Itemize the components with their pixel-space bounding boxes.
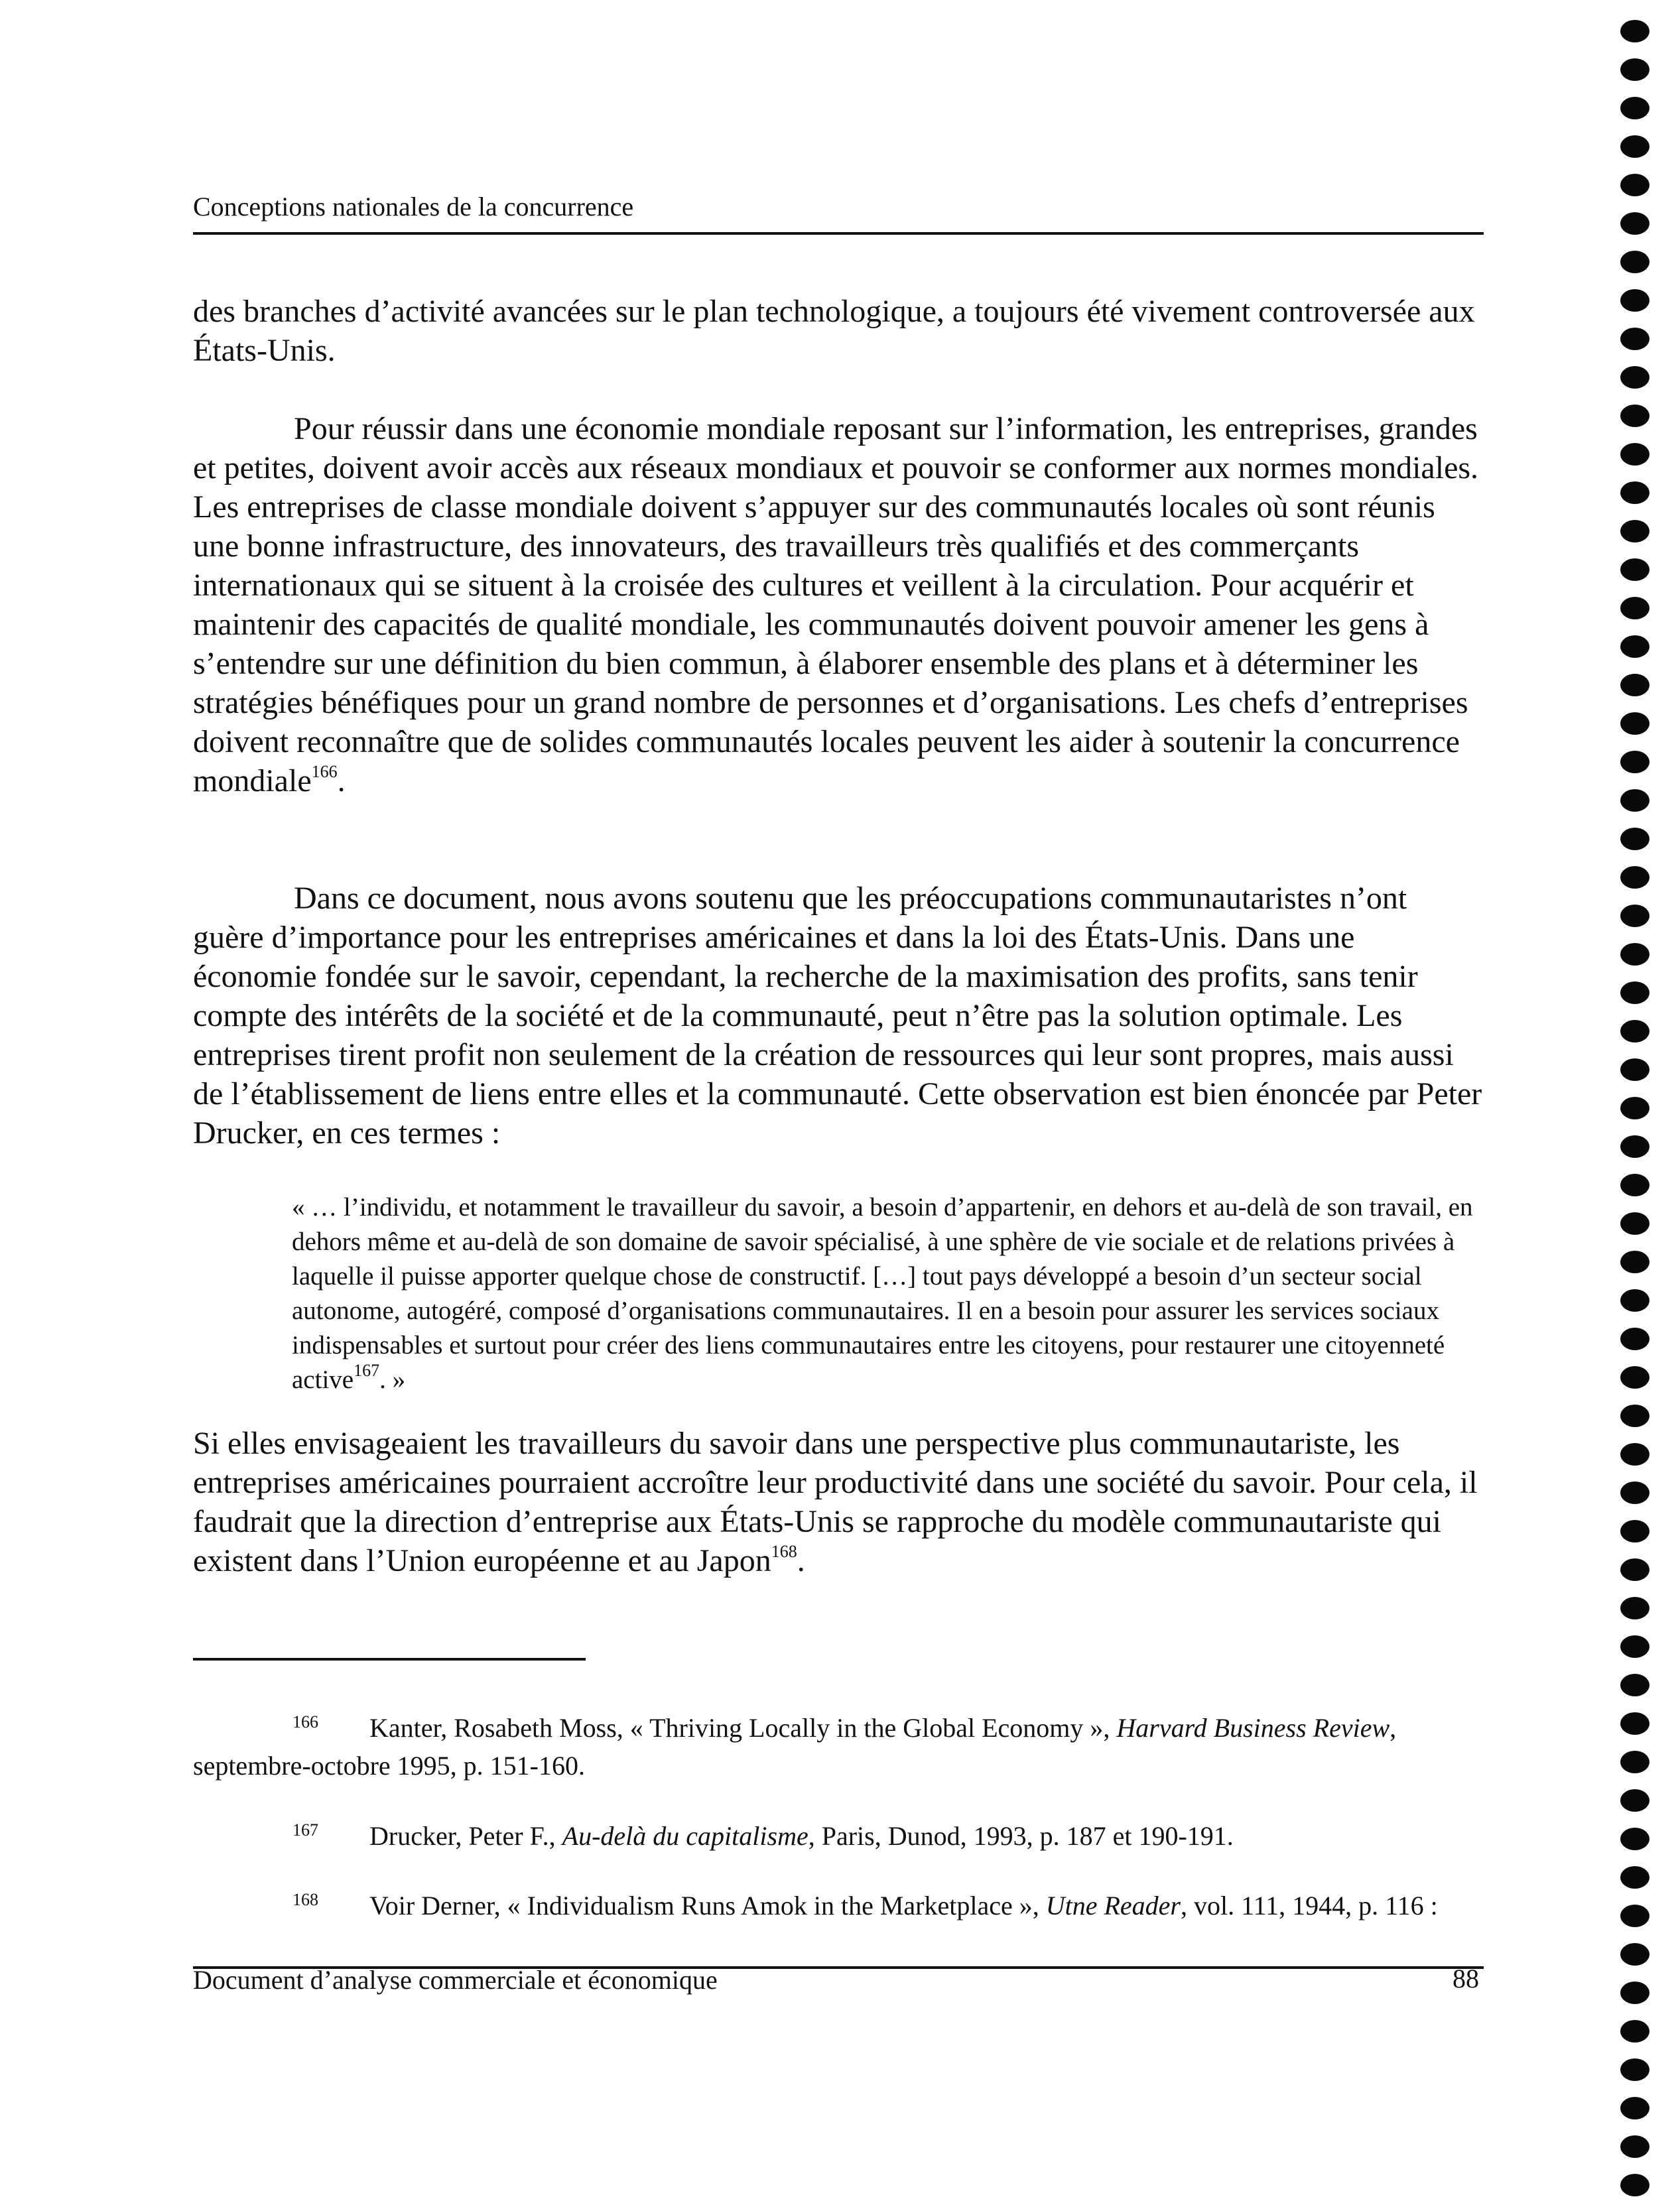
binding-hole — [1620, 828, 1649, 850]
binding-hole — [1620, 2020, 1649, 2043]
binding-hole — [1620, 1212, 1649, 1235]
binding-hole — [1620, 866, 1649, 889]
paragraph-4-end: . — [797, 1543, 805, 1578]
binding-hole — [1620, 20, 1649, 42]
binding-hole — [1620, 174, 1649, 196]
binding-hole — [1620, 289, 1649, 312]
paragraph-2 — [193, 409, 1484, 800]
binding-hole — [1620, 674, 1649, 696]
binding-hole — [1620, 405, 1649, 427]
footnote-text: Kanter, Rosabeth Moss, « Thriving Locally in the Global Economy », — [369, 1713, 1117, 1743]
footnote-ref-166[interactable]: 166 — [311, 762, 338, 781]
footnote-text: Voir Derner, « Individualism Runs Amok in the Marketplace », — [369, 1891, 1046, 1921]
binding-hole — [1620, 2058, 1649, 2081]
footnote-168 — [193, 1860, 1484, 1951]
binding-hole — [1620, 597, 1649, 619]
page-number: 88 — [1453, 1964, 1479, 1993]
footnote-title: Au-delà du capitalisme — [562, 1821, 808, 1851]
binding-hole — [1620, 751, 1649, 773]
binding-hole — [1620, 1905, 1649, 1927]
binding-hole — [1620, 789, 1649, 812]
quote-text: « … l’individu, et notamment le travailleur du savoir, a besoin d’appartenir, en dehors et au-delà de son travail, en dehors même et au-delà de son domaine de savoir spécialisé, à une sphère de vie sociale et de relations privées à laquelle il puisse apporter quelque chose de constructif. […] tout pays développé a besoin d’un secteur social autonome, autogéré, composé d’organisations communautaires. Il en a besoin pour assurer les services sociaux indispensables et surtout pour créer des liens communautaires entre les citoyens, pour restaurer une citoyenneté active — [292, 1193, 1473, 1394]
footnote-number: 168 — [292, 1890, 318, 1909]
binding-hole — [1620, 481, 1649, 504]
binding-hole — [1620, 1635, 1649, 1658]
paragraph-3-text: Dans ce document, nous avons soutenu que les préoccupations communautaristes n’ont guère d’importance pour les entreprises américaines et dans la loi des États-Unis. Dans une économie fondée sur le savoir, cependant, la recherche de la maximisation des profits, sans tenir compte des intérêts de la société et de la communauté, peut n’être pas la solution optimale. Les entreprises tirent profit non seulement de la création de ressources qui leur sont propres, mais aussi de l’établissement de liens entre elles et la communauté. Cette observation est bien énoncée par Peter Drucker, en ces termes : — [193, 881, 1482, 1151]
binding-hole — [1620, 1481, 1649, 1504]
binding-hole — [1620, 1558, 1649, 1581]
paragraph-2-text: Pour réussir dans une économie mondiale reposant sur l’information, les entreprises, grandes et petites, doivent avoir accès aux réseaux mondiaux et pouvoir se conformer aux normes mondiales. Les entreprises de classe mondiale doivent s’appuyer sur des communautés locales où sont réunis une bonne infrastructure, des innovateurs, des travailleurs très qualifiés et des commerçants internationaux qui se situent à la croisée des cultures et veillent à la circulation. Pour acquérir et maintenir des capacités de qualité mondiale, les communautés doivent pouvoir amener les gens à s’entendre sur une définition du bien commun, à élaborer ensemble des plans et à déterminer les stratégies bénéfiques pour un grand nombre de personnes et d’organisations. Les chefs d’entreprises doivent reconnaître que de solides communautés locales peuvent les aider à soutenir la concurrence mondiale — [193, 411, 1479, 798]
header-divider — [193, 232, 1484, 235]
binding-hole — [1620, 1982, 1649, 2004]
binding-hole — [1620, 1289, 1649, 1312]
footnote-text: Drucker, Peter F., — [369, 1821, 562, 1851]
binding-hole — [1620, 1828, 1649, 1850]
binding-hole — [1620, 905, 1649, 927]
binding-hole — [1620, 58, 1649, 81]
binding-hole — [1620, 1135, 1649, 1158]
paragraph-1 — [193, 292, 1484, 370]
footnote-number: 167 — [292, 1820, 318, 1840]
footnote-title: Harvard Business Review — [1116, 1713, 1390, 1743]
footnote-title: Utne Reader — [1045, 1891, 1181, 1921]
binding-hole — [1620, 2135, 1649, 2158]
binding-hole — [1620, 1674, 1649, 1696]
block-quote — [292, 1190, 1486, 1397]
binding-hole — [1620, 212, 1649, 235]
footnote-separator — [193, 1658, 586, 1661]
paragraph-4 — [193, 1424, 1484, 1580]
binding-hole — [1620, 943, 1649, 966]
binding-hole — [1620, 2174, 1649, 2196]
binding-hole — [1620, 1866, 1649, 1889]
binding-hole — [1620, 1058, 1649, 1081]
binding-hole — [1620, 1712, 1649, 1735]
binding-hole — [1620, 443, 1649, 466]
binding-hole — [1620, 558, 1649, 581]
binding-hole — [1620, 1520, 1649, 1543]
binding-hole — [1620, 1328, 1649, 1350]
spiral-binding-holes — [1620, 0, 1660, 2205]
footnote-text-after: , vol. 111, 1944, p. 116 : — [1180, 1891, 1438, 1921]
binding-hole — [1620, 635, 1649, 658]
binding-hole — [1620, 135, 1649, 158]
paragraph-3 — [193, 879, 1484, 1153]
footnote-text-after: , Paris, Dunod, 1993, p. 187 et 190-191. — [808, 1821, 1234, 1851]
binding-hole — [1620, 1020, 1649, 1042]
footnote-ref-167[interactable]: 167 — [354, 1361, 380, 1380]
binding-hole — [1620, 97, 1649, 119]
binding-hole — [1620, 1174, 1649, 1196]
quote-end: . » — [379, 1365, 406, 1394]
paragraph-1-text: des branches d’activité avancées sur le plan technologique, a toujours été vivement controversée aux États-Unis. — [193, 294, 1475, 368]
binding-hole — [1620, 1405, 1649, 1427]
binding-hole — [1620, 1943, 1649, 1966]
binding-hole — [1620, 328, 1649, 350]
binding-hole — [1620, 1443, 1649, 1466]
paragraph-2-end: . — [337, 763, 346, 798]
footnote-ref-168[interactable]: 168 — [771, 1542, 797, 1561]
binding-hole — [1620, 1597, 1649, 1619]
running-header: Conceptions nationales de la concurrence — [193, 192, 634, 221]
binding-hole — [1620, 520, 1649, 542]
binding-hole — [1620, 981, 1649, 1004]
footnote-text-after: , septembre-octobre 1995, p. 151-160. — [193, 1713, 1397, 1781]
binding-hole — [1620, 1366, 1649, 1389]
binding-hole — [1620, 251, 1649, 273]
binding-hole — [1620, 1097, 1649, 1119]
binding-hole — [1620, 1789, 1649, 1812]
paragraph-4-text: Si elles envisageaient les travailleurs du savoir dans une perspective plus communautariste, les entreprises américaines pourraient accroître leur productivité dans une société du savoir. Pour cela, il faudrait que la direction d’entreprise aux États-Unis se rapproche du modèle communautariste qui existent dans l’Union européenne et au Japon — [193, 1426, 1478, 1578]
binding-hole — [1620, 712, 1649, 735]
binding-hole — [1620, 1751, 1649, 1773]
footnote-number: 166 — [292, 1712, 318, 1732]
running-footer: Document d’analyse commerciale et économique — [193, 1965, 718, 1995]
binding-hole — [1620, 366, 1649, 389]
binding-hole — [1620, 1251, 1649, 1273]
binding-hole — [1620, 2097, 1649, 2119]
